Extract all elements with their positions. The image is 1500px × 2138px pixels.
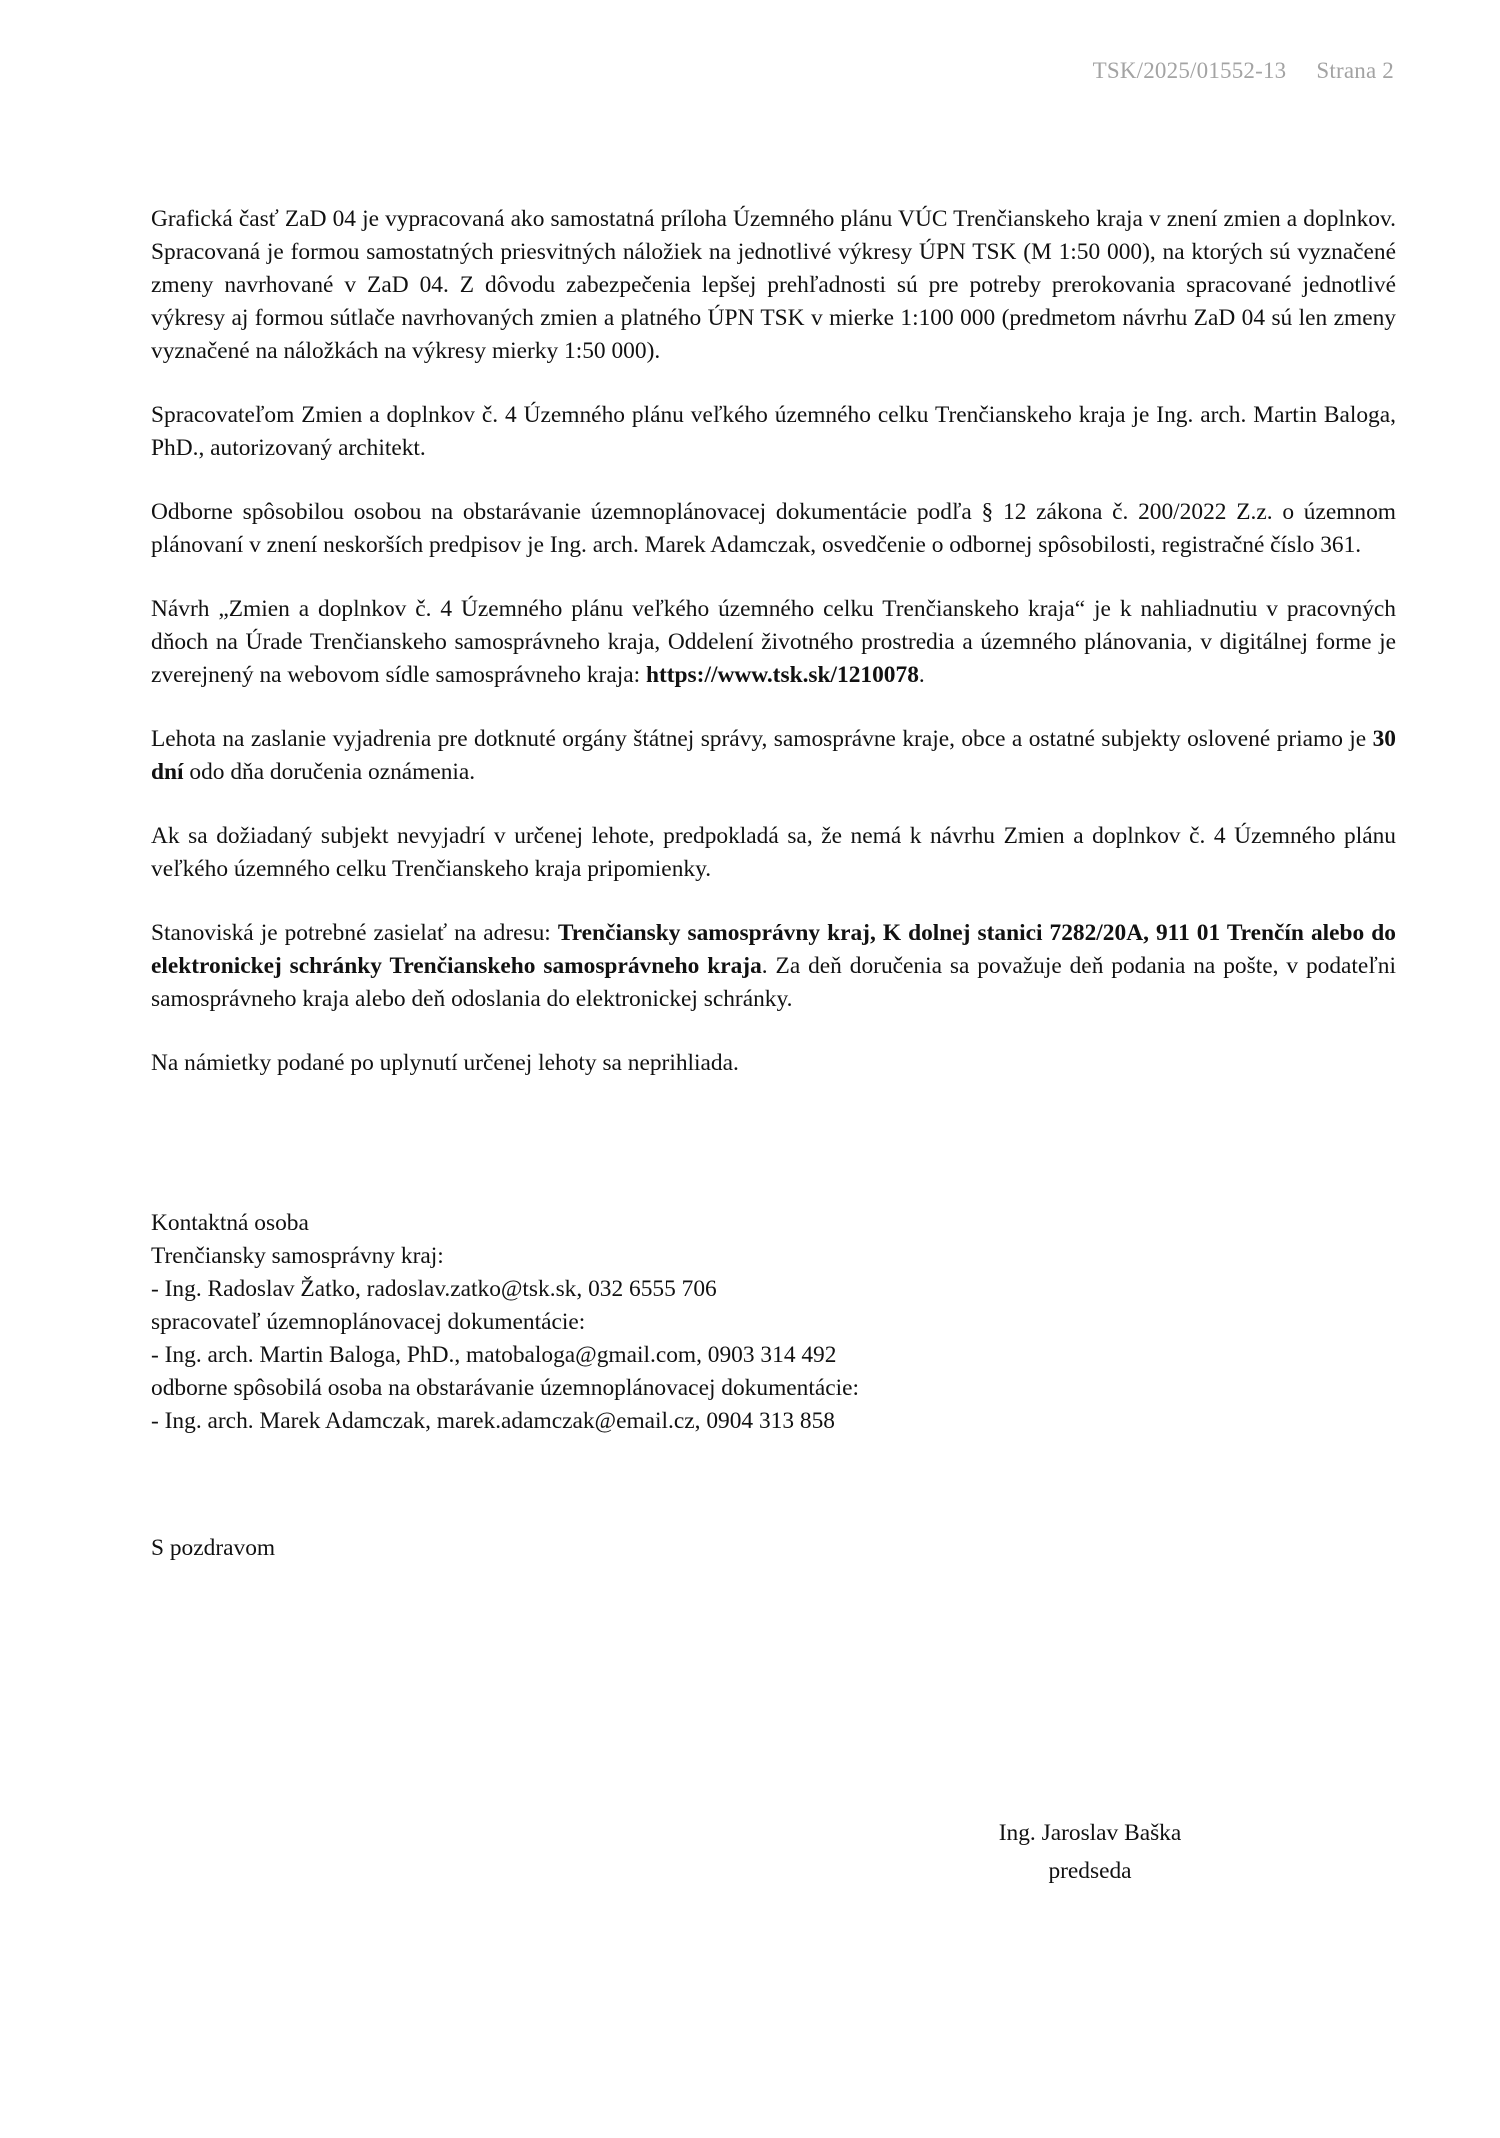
deadline-text: Lehota na zaslanie vyjadrenia pre dotknuté orgány štátnej správy, samosprávne kraje, obce a ostatné subjekty oslovené priamo je bbox=[151, 726, 1373, 752]
closing-greeting: S pozdravom bbox=[151, 1535, 276, 1561]
contact-org-person: - Ing. Radoslav Žatko, radoslav.zatko@tsk.sk, 032 6555 706 bbox=[151, 1276, 717, 1302]
contact-block bbox=[151, 1207, 859, 1438]
document-number: TSK/2025/01552-13 bbox=[1092, 58, 1287, 83]
paragraph-qualified-person: Odborne spôsobilou osobou na obstarávanie územnoplánovacej dokumentácie podľa § 12 zákona č. 200/2022 Z.z. o územnom plánovaní v znení neskorších predpisov je Ing. arch. Marek Adamczak, osvedčenie o odbornej spôsobilosti, registračné číslo 361. bbox=[151, 499, 1396, 558]
deadline-days: 30 dní bbox=[151, 726, 1396, 785]
paragraph-deadline bbox=[151, 723, 1396, 789]
address-end: . Za deň doručenia sa považuje deň podania na pošte, v podateľni samosprávneho kraja alebo deň odoslania do elektronickej schránky. bbox=[151, 953, 1396, 1012]
deadline-end: odo dňa doručenia oznámenia. bbox=[183, 759, 476, 785]
inspection-end: . bbox=[918, 662, 925, 688]
signature-block bbox=[950, 1814, 1230, 1890]
page-number: Strana 2 bbox=[1316, 58, 1394, 83]
paragraph-no-response: Ak sa dožiadaný subjekt nevyjadrí v určenej lehote, predpokladá sa, že nemá k návrhu Zmien a doplnkov č. 4 Územného plánu veľkého územného celku Trenčianskeho kraja pripomienky. bbox=[151, 823, 1396, 882]
website-link[interactable]: https://www.tsk.sk/1210078 bbox=[645, 662, 919, 688]
letter-body bbox=[151, 203, 1396, 1111]
address-bold: Trenčiansky samosprávny kraj, K dolnej stanici 7282/20A, 911 01 Trenčín alebo do elektronickej schránky Trenčianskeho samosprávneho kraja bbox=[151, 920, 1396, 979]
paragraph-address bbox=[151, 917, 1396, 1016]
paragraph-author: Spracovateľom Zmien a doplnkov č. 4 Územného plánu veľkého územného celku Trenčianskeho kraja je Ing. arch. Martin Baloga, PhD., autorizovaný architekt. bbox=[151, 402, 1396, 461]
address-intro: Stanoviská je potrebné zasielať na adresu: bbox=[151, 920, 558, 946]
contact-author-label: spracovateľ územnoplánovacej dokumentácie: bbox=[151, 1309, 586, 1335]
contact-qualified-label: odborne spôsobilá osoba na obstarávanie územnoplánovacej dokumentácie: bbox=[151, 1375, 859, 1401]
contact-author-person: - Ing. arch. Martin Baloga, PhD., matobaloga@gmail.com, 0903 314 492 bbox=[151, 1342, 837, 1368]
signatory-title: predseda bbox=[1048, 1858, 1132, 1884]
page-header bbox=[1093, 58, 1394, 84]
contact-org-label: Trenčiansky samosprávny kraj: bbox=[151, 1243, 444, 1269]
contact-qualified-person: - Ing. arch. Marek Adamczak, marek.adamczak@email.cz, 0904 313 858 bbox=[151, 1408, 835, 1434]
paragraph-graphic-part: Grafická časť ZaD 04 je vypracovaná ako samostatná príloha Územného plánu VÚC Trenčianskeho kraja v znení zmien a doplnkov. Spracovaná je formou samostatných priesvitných náložiek na jednotlivé výkresy ÚPN TSK (M 1:50 000), na ktorých sú vyznačené zmeny navrhované v ZaD 04. Z dôvodu zabezpečenia lepšej prehľadnosti sú pre potreby prerokovania spracované jednotlivé výkresy aj formou sútlače navrhovaných zmien a platného ÚPN TSK v mierke 1:100 000 (predmetom návrhu ZaD 04 sú len zmeny vyznačené na náložkách na výkresy mierky 1:50 000). bbox=[151, 206, 1396, 364]
signatory-name: Ing. Jaroslav Baška bbox=[998, 1820, 1182, 1846]
contact-heading: Kontaktná osoba bbox=[151, 1210, 309, 1236]
paragraph-late-objections: Na námietky podané po uplynutí určenej lehoty sa neprihliada. bbox=[151, 1050, 739, 1076]
paragraph-public-inspection bbox=[151, 593, 1396, 692]
inspection-text: Návrh „Zmien a doplnkov č. 4 Územného plánu veľkého územného celku Trenčianskeho kraja“ je k nahliadnutiu v pracovných dňoch na Úrade Trenčianskeho samosprávneho kraja, Oddelení životného prostredia a územného plánovania, v digitálnej forme je zverejnený na webovom sídle samosprávneho kraja: bbox=[151, 596, 1396, 688]
